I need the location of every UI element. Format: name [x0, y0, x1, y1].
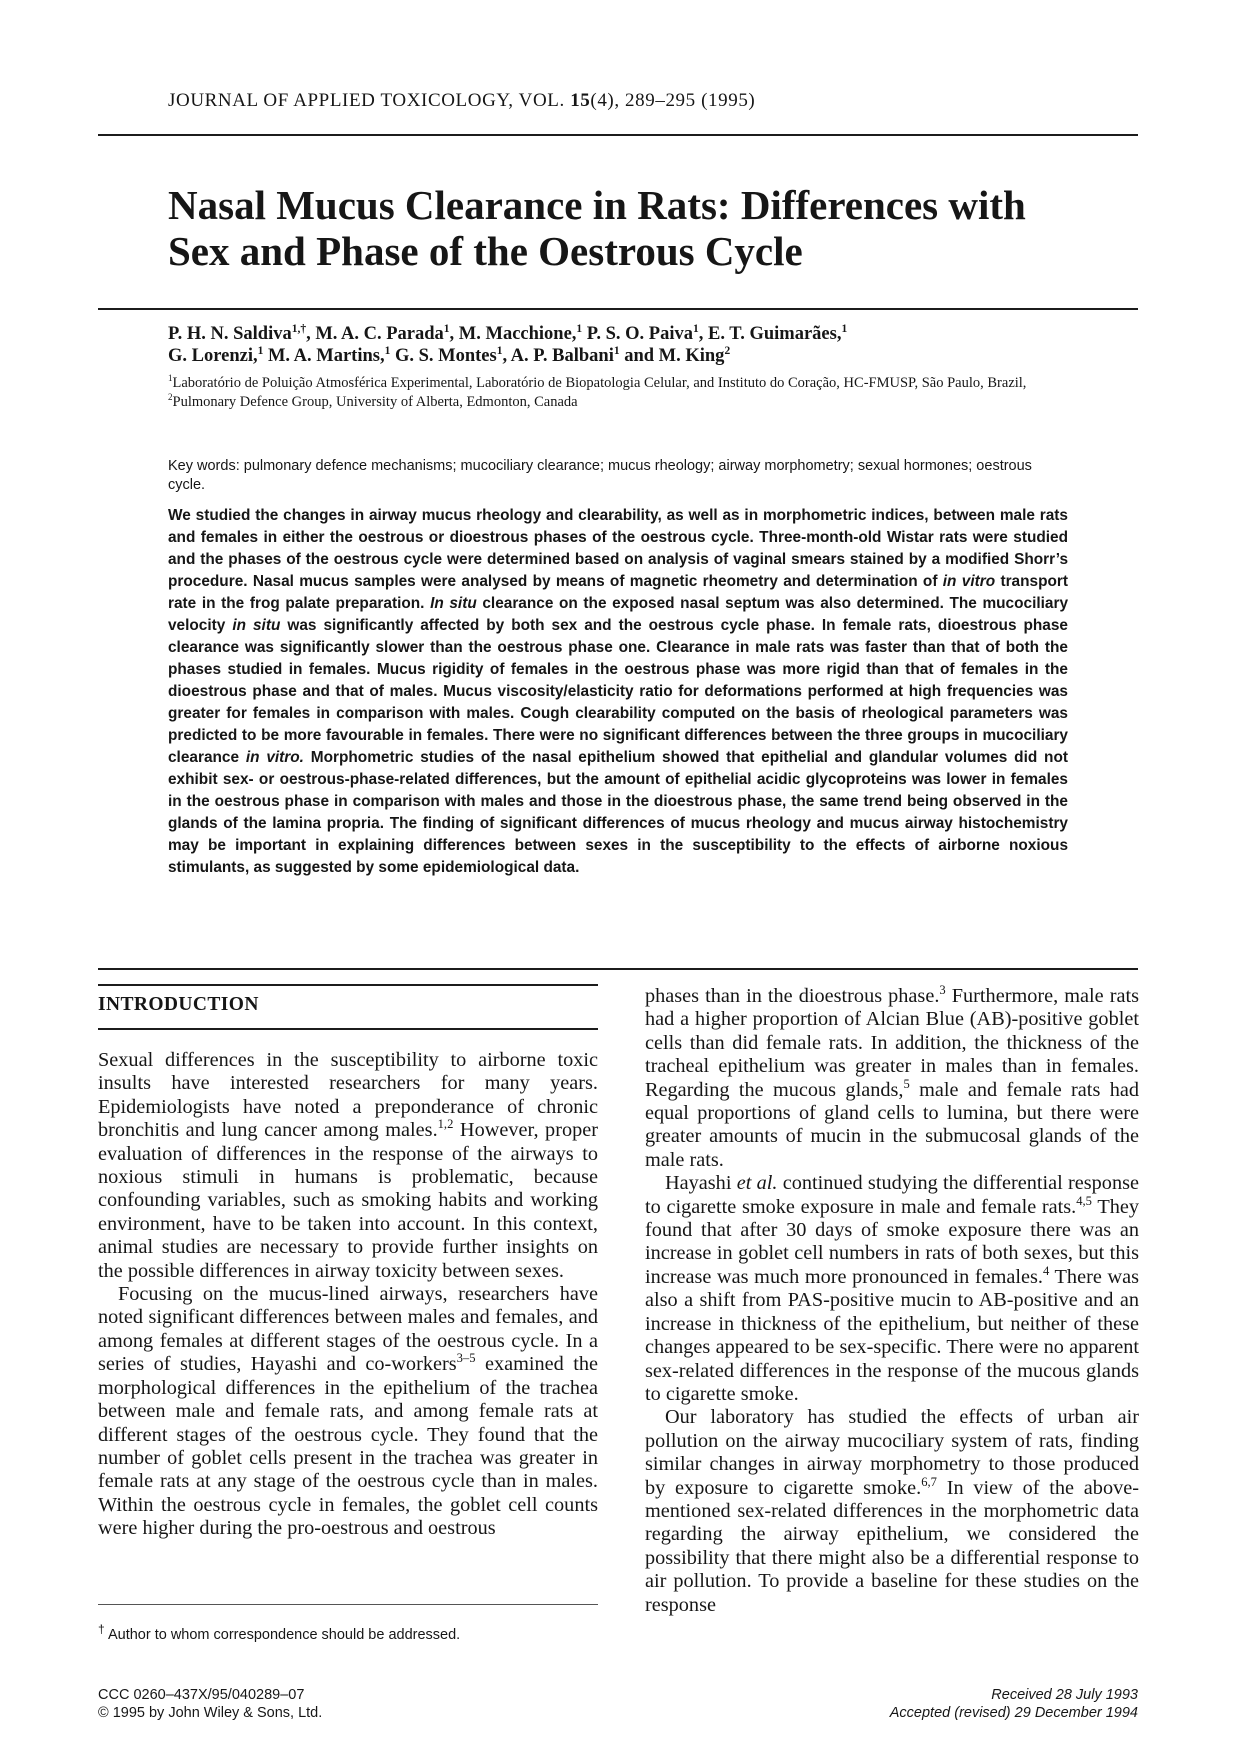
affiliation-mark: 1 — [168, 373, 173, 384]
author-affiliation-mark: 1 — [496, 344, 503, 357]
author: P. S. O. Paiva — [586, 324, 694, 344]
paragraph-text: examined the morphological differences in the epithelium of the trachea between male and female rats, and among female rats at different stages of the oestrous cycle. They found that the number of goblet cells present in the trachea was greater in female rats at any stage of the oestrous cycle than in males. Within the oestrous cycle in females, the goblet cell counts were higher during the pro-oestrous and oestrous — [98, 1353, 598, 1540]
abstract-italic: In situ — [430, 595, 477, 612]
author-affiliation-mark: 1 — [443, 322, 450, 335]
citation: 3–5 — [456, 1351, 476, 1366]
paragraph — [645, 1406, 1139, 1617]
citation: 6,7 — [921, 1474, 937, 1489]
affiliation-mark: 2 — [168, 392, 173, 403]
author: M. Macchione, — [458, 324, 577, 344]
paragraph — [645, 1172, 1139, 1406]
author: M. A. Martins, — [267, 346, 385, 366]
author-conjunction: and — [624, 346, 655, 366]
paragraph-text: continued studying the differential response to cigarette smoke exposure in male and female rats. — [645, 1172, 1139, 1218]
author-affiliation-mark: 1 — [257, 344, 264, 357]
author: M. A. C. Parada — [315, 324, 444, 344]
footnote-rule — [98, 1604, 598, 1605]
abstract-text: transport rate in the frog palate preparation. — [168, 573, 1068, 612]
paragraph — [98, 1283, 598, 1540]
copyright-block — [98, 1686, 558, 1722]
title-rule — [98, 308, 1138, 310]
ccc-code: CCC 0260–437X/95/040289–07 — [98, 1687, 305, 1703]
author: P. H. N. Saldiva — [168, 324, 292, 344]
abstract-text: We studied the changes in airway mucus rheology and clearability, as well as in morphometric indices, between male rats and females in either the oestrous or dioestrous phases of the oestrous cycle. Three-month-old Wistar rats were studied and the phases of the oestrous cycle were determined based on analysis of vaginal smears stained by a modified Shorr’s procedure. Nasal mucus samples were analysed by means of magnetic rheometry and determination of — [168, 507, 1068, 590]
citation: 4 — [1043, 1264, 1050, 1279]
paragraph-text: In view of the above-mentioned sex-related differences in the morphometric data regarding the airway epithelium, we considered the possibility that there might also be a differential response to air pollution. To provide a baseline for these studies on the response — [645, 1476, 1139, 1616]
affiliation-text: Pulmonary Defence Group, University of Alberta, Edmonton, Canada — [172, 394, 578, 410]
header-rule — [98, 134, 1138, 136]
abstract — [168, 505, 1068, 879]
author-affiliation-mark: 2 — [724, 344, 731, 357]
abstract-rule — [98, 968, 1138, 970]
affiliation — [168, 374, 1078, 412]
abstract-italic: in situ — [232, 617, 281, 634]
author-affiliation-mark: 1 — [576, 322, 583, 335]
received-dates — [678, 1686, 1138, 1722]
paragraph-text: Focusing on the mucus-lined airways, researchers have noted significant differences between males and females, and among females at different stages of the oestrous cycle. In a series of studies, Hayashi and co-workers — [98, 1283, 598, 1376]
footnote — [98, 1622, 598, 1643]
paragraph-text: phases than in the dioestrous phase. — [645, 985, 940, 1007]
footnote-mark: † — [98, 1622, 105, 1636]
paragraph-italic: et al. — [736, 1172, 778, 1195]
left-column — [98, 1049, 598, 1541]
affiliation-text: Laboratório de Poluição Atmosférica Experimental, Laboratório de Biopatologia Celular, and Instituto do Coração, HC-FMUSP, São Paulo, Brazil, — [172, 375, 1027, 391]
abstract-italic: in vitro — [942, 573, 996, 590]
citation: 3 — [939, 983, 946, 998]
author-affiliation-mark: 1 — [841, 322, 848, 335]
accepted-date: Accepted (revised) 29 December 1994 — [889, 1705, 1138, 1721]
author: M. King — [658, 346, 725, 366]
paper-title — [168, 182, 1108, 274]
citation: 5 — [903, 1076, 910, 1091]
copyright-line: © 1995 by John Wiley & Sons, Ltd. — [98, 1705, 323, 1721]
abstract-text: Morphometric studies of the nasal epithelium showed that epithelial and glandular volumes did not exhibit sex- or oestrous-phase-related differences, but the amount of epithelial acidic glycoproteins was lower in females in the oestrous phase in comparison with males and those in the dioestrous phase, the same trend being observed in the glands of the lamina propria. The finding of significant differences of mucus rheology and mucus airway histochemistry may be important in explaining differences between sexes in the susceptibility to the effects of airborne noxious stimulants, as suggested by some epidemiological data. — [168, 749, 1068, 876]
abstract-text: was significantly affected by both sex and the oestrous cycle phase. In female rats, dioestrous phase clearance was significantly slower than the oestrous phase one. Clearance in male rats was faster than that of both the phases studied in females. Mucus rigidity of females in the oestrous phase was more rigid than that of females in the dioestrous phase and that of males. Mucus viscosity/elasticity ratio for deformations performed at high frequencies was greater for females in comparison with males. Cough clearability computed on the basis of rheological parameters was predicted to be more favourable in females. There were no significant differences between the three groups in mucociliary clearance — [168, 617, 1068, 766]
keywords: Key words: pulmonary defence mechanisms; mucociliary clearance; mucus rheology; airway morphometry; sexual hormones; oestrous cycle. — [168, 458, 1032, 493]
paragraph — [98, 1049, 598, 1283]
author-affiliation-mark: 1 — [693, 322, 699, 335]
footnote-text: Author to whom correspondence should be addressed. — [107, 1626, 461, 1643]
abstract-italic: in vitro. — [245, 749, 304, 766]
paragraph-text: Furthermore, male rats had a higher proportion of Alcian Blue (AB)-positive goblet cells than did female rats. In addition, the thickness of the tracheal epithelium was greater in males than in females. Regarding the mucous glands, — [645, 985, 1139, 1101]
paragraph-text: Sexual differences in the susceptibility to airborne toxic insults have interested researchers for many years. Epidemiologists have noted a preponderance of chronic bronchitis and lung cancer among males. — [98, 1049, 598, 1142]
title-line-1: Nasal Mucus Clearance in Rats: Differences with — [168, 182, 1026, 228]
title-line-2: Sex and Phase of the Oestrous Cycle — [168, 228, 803, 274]
paragraph-text: There was also a shift from PAS-positive mucin to AB-positive and an increase in thickness of the epithelium, but neither of these changes appeared to be sex-specific. There were no apparent sex-related differences in the response of the mucous glands to cigarette smoke. — [645, 1265, 1139, 1405]
received-date: Received 28 July 1993 — [991, 1687, 1138, 1703]
author-affiliation-mark: 1 — [613, 344, 620, 357]
journal-volume: 15 — [570, 90, 591, 111]
paragraph-text: However, proper evaluation of differences in the response of the airways to noxious stimuli in humans is problematic, because confounding variables, such as smoking habits and working environment, have to be taken into account. In this context, animal studies are necessary to provide further insights on the possible differences in airway toxicity between sexes. — [98, 1119, 598, 1282]
author: A. P. Balbani — [510, 346, 614, 366]
author-affiliation-mark: 1 — [384, 344, 391, 357]
citation: 1,2 — [437, 1117, 454, 1132]
paragraph-text: Our laboratory has studied the effects of urban air pollution on the airway mucociliary system of rats, finding similar changes in airway morphometry to those produced by exposure to cigarette smoke. — [645, 1406, 1139, 1499]
paragraph — [645, 985, 1139, 1172]
journal-issue-pages: (4), 289–295 (1995) — [590, 90, 756, 111]
citation: 4,5 — [1076, 1193, 1092, 1208]
paragraph-text: male and female rats had equal proportions of gland cells to lumina, but there were greater amounts of mucin in the submucosal glands of the male rats. — [645, 1078, 1139, 1171]
section-heading-introduction: INTRODUCTION — [98, 994, 259, 1015]
paragraph-text: They found that after 30 days of smoke exposure there was an increase in goblet cell numbers in rats of both sexes, but this increase was much more pronounced in females. — [645, 1195, 1139, 1288]
author: E. T. Guimarães, — [708, 324, 842, 344]
right-column — [645, 985, 1139, 1617]
abstract-text: clearance on the exposed nasal septum was also determined. The mucociliary velocity — [168, 595, 1069, 634]
author-affiliation-mark: 1,† — [291, 322, 307, 335]
journal-name: JOURNAL OF APPLIED TOXICOLOGY, VOL. — [168, 90, 565, 111]
author: G. Lorenzi, — [168, 346, 258, 366]
author: G. S. Montes — [394, 346, 497, 366]
journal-header — [168, 90, 1068, 112]
section-heading-rule — [98, 984, 598, 986]
author-list: P. H. N. Saldiva$^{1,\dagger}$, M. A. C. Parada$^1$, M. Macchione,$^1$ P. S. O. Paiva$^1$, E. T. Guimarães,$^1$ G. Lorenzi,$^1$ M. A. Martins,$^1$ G. S. Montes$^1$, A. P. Balbani$^1$ and M. King$^2$ — [168, 322, 848, 366]
paragraph-text: Hayashi — [665, 1172, 732, 1195]
section-heading-rule — [98, 1028, 598, 1030]
